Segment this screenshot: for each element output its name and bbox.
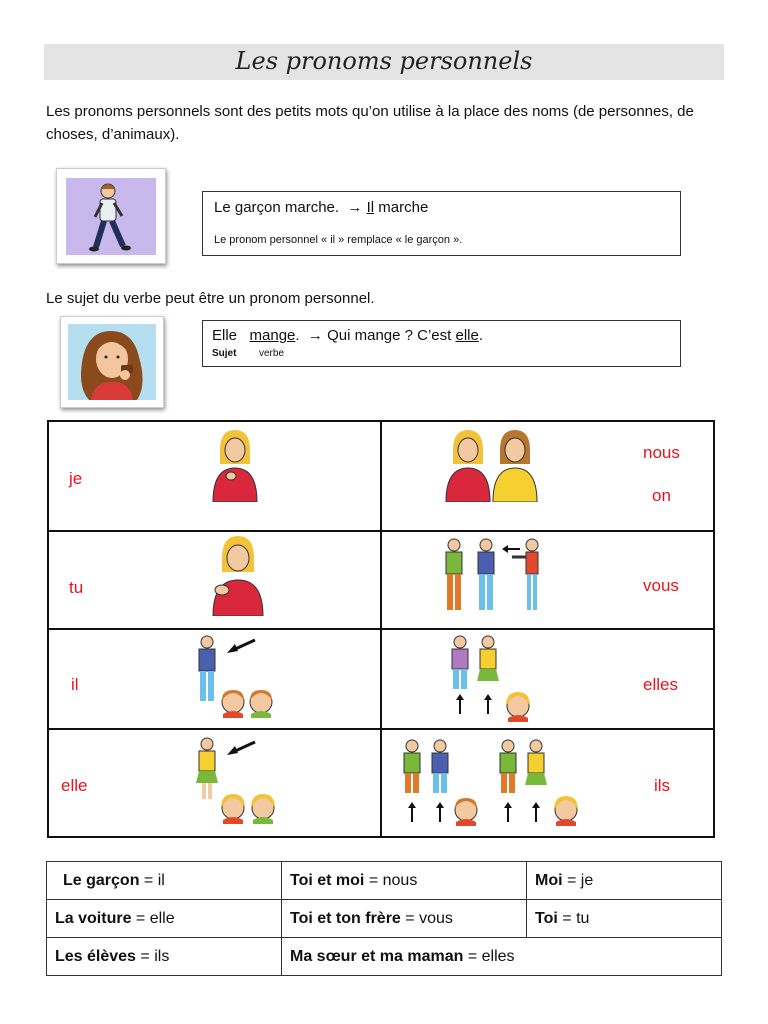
- pronoun-ils: ils: [654, 776, 671, 795]
- page-title: Les pronoms personnels: [235, 47, 533, 75]
- example2-dot2: .: [478, 327, 484, 344]
- equals-sign: =: [135, 909, 146, 927]
- summary-value: je: [580, 871, 594, 889]
- summary-cell: [527, 862, 722, 900]
- pronoun-il: il: [71, 675, 79, 694]
- pictogram-girl-and-girls-icon: [189, 736, 281, 824]
- subject-line: Le sujet du verbe peut être un pronom personnel.: [46, 290, 375, 307]
- example2-sentence: [212, 327, 483, 344]
- summary-key: Toi et ton frère: [290, 909, 401, 927]
- summary-key: Les élèves: [55, 947, 136, 965]
- summary-key: La voiture: [55, 909, 132, 927]
- walking-boy-icon: [57, 169, 165, 263]
- example2-word1: Elle: [212, 327, 238, 344]
- cell-elle: [48, 729, 381, 837]
- summary-cell: [282, 862, 527, 900]
- pronoun-on: on: [652, 486, 671, 505]
- summary-row: [47, 862, 722, 900]
- summary-key: Moi: [535, 871, 563, 889]
- example1-start: Le garçon marche.: [214, 199, 340, 216]
- cell-nous-on: [381, 421, 714, 531]
- pronoun-je: je: [69, 469, 83, 488]
- cell-il: [48, 629, 381, 729]
- equals-sign: =: [567, 871, 577, 889]
- summary-cell: [527, 900, 722, 938]
- cell-tu: [48, 531, 381, 629]
- pictogram-person-icon: [207, 428, 263, 502]
- summary-value: nous: [382, 871, 418, 889]
- pronoun-vous: vous: [643, 576, 679, 595]
- label-verb: verbe: [259, 348, 285, 359]
- summary-key: Le garçon: [63, 871, 140, 889]
- summary-value: tu: [576, 909, 590, 927]
- example2-answer: elle: [455, 327, 479, 344]
- summary-key: Ma sœur et ma maman: [290, 947, 464, 965]
- pronoun-tu: tu: [69, 578, 84, 597]
- summary-value: ils: [154, 947, 170, 965]
- girl-eating-icon: [61, 317, 163, 407]
- arrow-icon: →: [347, 199, 363, 216]
- summary-value: elles: [481, 947, 515, 965]
- summary-value: vous: [419, 909, 453, 927]
- summary-key: Toi et moi: [290, 871, 365, 889]
- pronoun-elles: elles: [643, 675, 678, 694]
- pronoun-elle: elle: [61, 776, 88, 795]
- cell-vous: [381, 531, 714, 629]
- girl-eating-picture: [60, 316, 164, 408]
- pictogram-person-pointing-icon: [207, 534, 267, 616]
- summary-table: [46, 861, 722, 976]
- example2-question: Qui mange ? C’est: [327, 327, 452, 344]
- equals-sign: =: [143, 871, 154, 889]
- title-bar: [44, 44, 724, 80]
- summary-cell: [47, 900, 282, 938]
- equals-sign: =: [140, 947, 150, 965]
- pictogram-group-icon: [440, 537, 544, 617]
- pronoun-nous: nous: [643, 443, 680, 462]
- pictogram-boy-and-kids-icon: [189, 634, 281, 718]
- label-subject: Sujet: [212, 348, 237, 359]
- equals-sign: =: [368, 871, 379, 889]
- example1-end: marche: [378, 199, 429, 216]
- intro-paragraph: Les pronoms personnels sont des petits mots qu’on utilise à la place des noms (de personnes, de choses, d’animaux).: [46, 103, 694, 143]
- example-box-2: [202, 320, 681, 367]
- summary-row: [47, 938, 722, 976]
- equals-sign: =: [562, 909, 572, 927]
- example1-pronoun: Il: [366, 199, 375, 216]
- example1-sentence: [214, 199, 428, 216]
- arrow-icon: →: [307, 327, 323, 344]
- summary-cell: [47, 938, 282, 976]
- summary-cell: [282, 900, 527, 938]
- cell-je: [48, 421, 381, 531]
- example2-dot1: .: [295, 327, 300, 344]
- example2-word2: mange: [249, 327, 296, 344]
- pictogram-two-girls-icon: [444, 428, 540, 502]
- walking-boy-picture: [56, 168, 166, 264]
- equals-sign: =: [467, 947, 478, 965]
- pictogram-mixed-group-icon: [398, 738, 588, 830]
- cell-elles: [381, 629, 714, 729]
- example1-note: Le pronom personnel « il » remplace « le garçon ».: [214, 234, 463, 246]
- summary-value: elle: [149, 909, 175, 927]
- pronoun-grid: [47, 420, 715, 838]
- cell-ils: [381, 729, 714, 837]
- summary-key: Toi: [535, 909, 558, 927]
- equals-sign: =: [405, 909, 415, 927]
- pictogram-girls-icon: [446, 634, 534, 722]
- summary-row: [47, 900, 722, 938]
- summary-cell: [47, 862, 282, 900]
- example-box-1: [202, 191, 681, 256]
- summary-value: il: [157, 871, 165, 889]
- summary-cell: [282, 938, 722, 976]
